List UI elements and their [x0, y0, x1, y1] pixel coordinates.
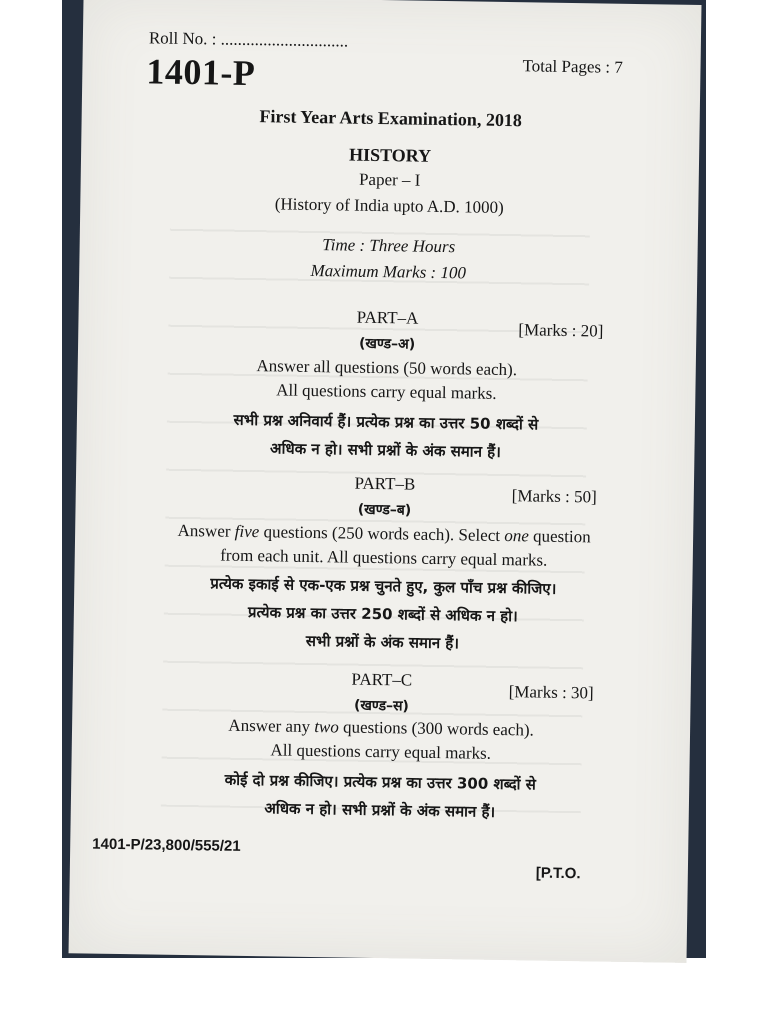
part-b-instruction-2: from each unit. All questions carry equal marks.	[220, 545, 548, 570]
part-b-heading: PART–B	[354, 473, 416, 494]
paper-name: (History of India upto A.D. 1000)	[274, 194, 504, 217]
part-b-hindi-instruction-2: प्रत्येक प्रश्न का उत्तर 250 शब्दों से अधिक न हो।	[247, 603, 518, 626]
subject-title: HISTORY	[348, 144, 432, 166]
exam-title: First Year Arts Examination, 2018	[259, 106, 523, 131]
part-c-instruction-1-a: Answer any	[228, 715, 315, 737]
footer-paper-code: 1401-P/23,800/555/21	[92, 835, 241, 855]
part-c-hindi-heading: (खण्ड–स)	[353, 697, 409, 715]
part-b-instruction-1-e: question	[528, 526, 591, 547]
please-turn-over: [P.T.O.	[535, 864, 581, 883]
part-b-instruction-1-one: one	[504, 526, 529, 546]
roll-number-line: Roll No. : ..............................	[148, 28, 349, 51]
part-a-heading: PART–A	[356, 307, 419, 328]
part-b-hindi-instruction-3: सभी प्रश्नों के अंक समान हैं।	[305, 631, 460, 653]
part-a-hindi-instruction-2: अधिक न हो। सभी प्रश्नों के अंक समान हैं।	[269, 439, 501, 461]
time-allowed: Time : Three Hours	[322, 235, 456, 257]
part-c-hindi-instruction-1: कोई दो प्रश्न कीजिए। प्रत्येक प्रश्न का उत्तर 300 शब्दों से	[224, 770, 537, 794]
exam-paper-sheet	[69, 0, 702, 963]
maximum-marks: Maximum Marks : 100	[310, 260, 467, 283]
part-b-hindi-instruction-1: प्रत्येक इकाई से एक-एक प्रश्न चुनते हुए, कुल पाँच प्रश्न कीजिए।	[210, 574, 557, 598]
part-b-instruction-1-five: five	[234, 521, 260, 542]
total-pages: Total Pages : 7	[522, 56, 623, 77]
part-b-hindi-heading: (खण्ड–ब)	[357, 501, 412, 519]
part-a-hindi-heading: (खण्ड–अ)	[358, 335, 416, 353]
part-a-hindi-instruction-1: सभी प्रश्न अनिवार्य हैं। प्रत्येक प्रश्न का उत्तर 50 शब्दों से	[233, 410, 539, 434]
part-a-marks: [Marks : 20]	[518, 320, 604, 341]
part-c-instruction-2: All questions carry equal marks.	[270, 740, 492, 763]
paper-code: 1401-P	[146, 51, 256, 94]
part-a-instruction-2: All questions carry equal marks.	[276, 380, 497, 403]
part-c-marks: [Marks : 30]	[508, 682, 594, 703]
part-c-instruction-1-c: questions (300 words each).	[338, 717, 534, 740]
part-c-heading: PART–C	[351, 669, 413, 690]
paper-number: Paper – I	[358, 169, 421, 190]
part-b-instruction-1-c: questions (250 words each). Select	[259, 522, 505, 546]
part-c-hindi-instruction-2: अधिक न हो। सभी प्रश्नों के अंक समान हैं।	[264, 799, 496, 821]
part-a-instruction-1: Answer all questions (50 words each).	[256, 356, 518, 380]
part-b-marks: [Marks : 50]	[511, 486, 597, 507]
part-c-instruction-1-two: two	[314, 717, 340, 737]
part-b-instruction-1-a: Answer	[177, 520, 235, 541]
